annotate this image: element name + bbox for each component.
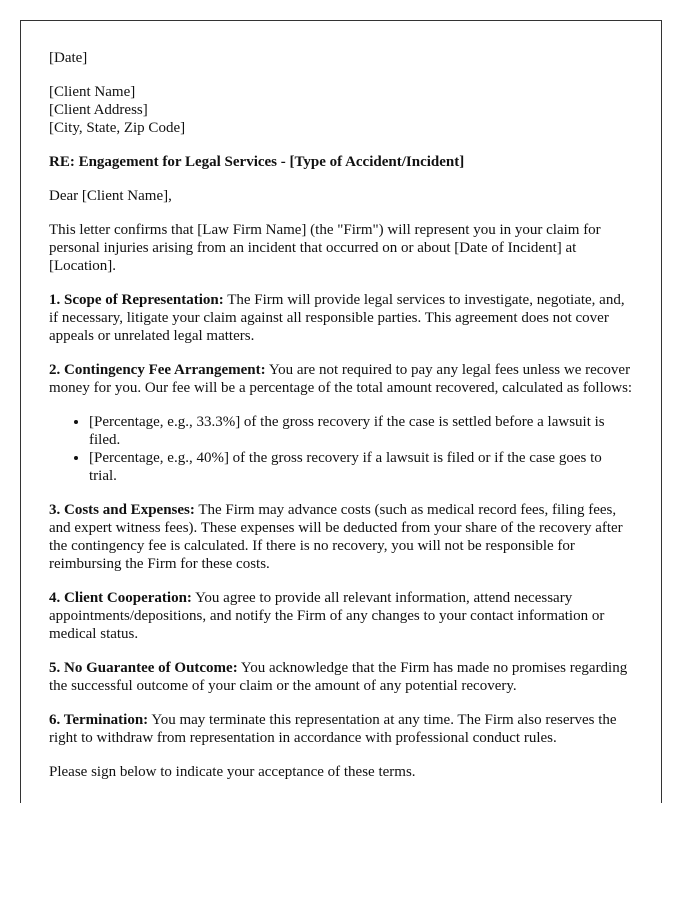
letter-page	[20, 20, 662, 803]
client-address-block	[49, 83, 633, 137]
section-contingency-fee	[49, 361, 633, 397]
salutation: Dear [Client Name],	[49, 188, 172, 204]
section-text: You agree to provide all relevant information, attend necessary appointments/depositions, and notify the Firm of any changes to your contact information or medical status.	[49, 590, 605, 642]
section-no-guarantee	[49, 659, 633, 695]
section-cooperation	[49, 589, 633, 643]
section-heading: 2. Contingency Fee Arrangement:	[49, 362, 266, 378]
section-heading: 4. Client Cooperation:	[49, 590, 192, 606]
section-text: You may terminate this representation at any time. The Firm also reserves the right to withdraw from representation in accordance with professional conduct rules.	[49, 712, 617, 746]
intro-paragraph: This letter confirms that [Law Firm Name] (the "Firm") will represent you in your claim for personal injuries arising from an incident that occurred on or about [Date of Incident] at [Location].	[49, 222, 601, 274]
section-text: You are not required to pay any legal fees unless we recover money for you. Our fee will be a percentage of the total amount recovered, calculated as follows:	[49, 362, 633, 396]
section-termination	[49, 711, 633, 747]
section-costs	[49, 501, 633, 573]
section-heading: 1. Scope of Representation:	[49, 292, 224, 308]
closing-line: Please sign below to indicate your acceptance of these terms.	[49, 764, 416, 780]
section-text: The Firm may advance costs (such as medical record fees, filing fees, and expert witness fees). These expenses will be deducted from your share of the recovery after the contingency fee is calculated. If there is no recovery, you will not be responsible for reimbursing the Firm for these costs.	[49, 502, 623, 572]
section-heading: 6. Termination:	[49, 712, 149, 728]
section-scope	[49, 291, 633, 345]
section-text: You acknowledge that the Firm has made no promises regarding the successful outcome of your claim or the amount of any potential recovery.	[49, 660, 628, 694]
fee-item: • [Percentage, e.g., 40%] of the gross recovery if a lawsuit is filed or if the case goes to trial.	[89, 449, 633, 485]
section-heading: 3. Costs and Expenses:	[49, 502, 195, 518]
client-city-state-zip: [City, State, Zip Code]	[49, 120, 186, 136]
letter-date: [Date]	[49, 50, 88, 66]
section-heading: 5. No Guarantee of Outcome:	[49, 660, 238, 676]
fee-item: • [Percentage, e.g., 33.3%] of the gross recovery if the case is settled before a lawsuit is filed.	[89, 413, 633, 449]
re-line: RE: Engagement for Legal Services - [Type of Accident/Incident]	[49, 154, 465, 170]
section-text: The Firm will provide legal services to investigate, negotiate, and, if necessary, litigate your claim against all responsible parties. This agreement does not cover appeals or unrelated legal matters.	[49, 292, 625, 344]
fee-list	[49, 413, 633, 485]
client-address: [Client Address]	[49, 102, 148, 118]
client-name: [Client Name]	[49, 84, 136, 100]
